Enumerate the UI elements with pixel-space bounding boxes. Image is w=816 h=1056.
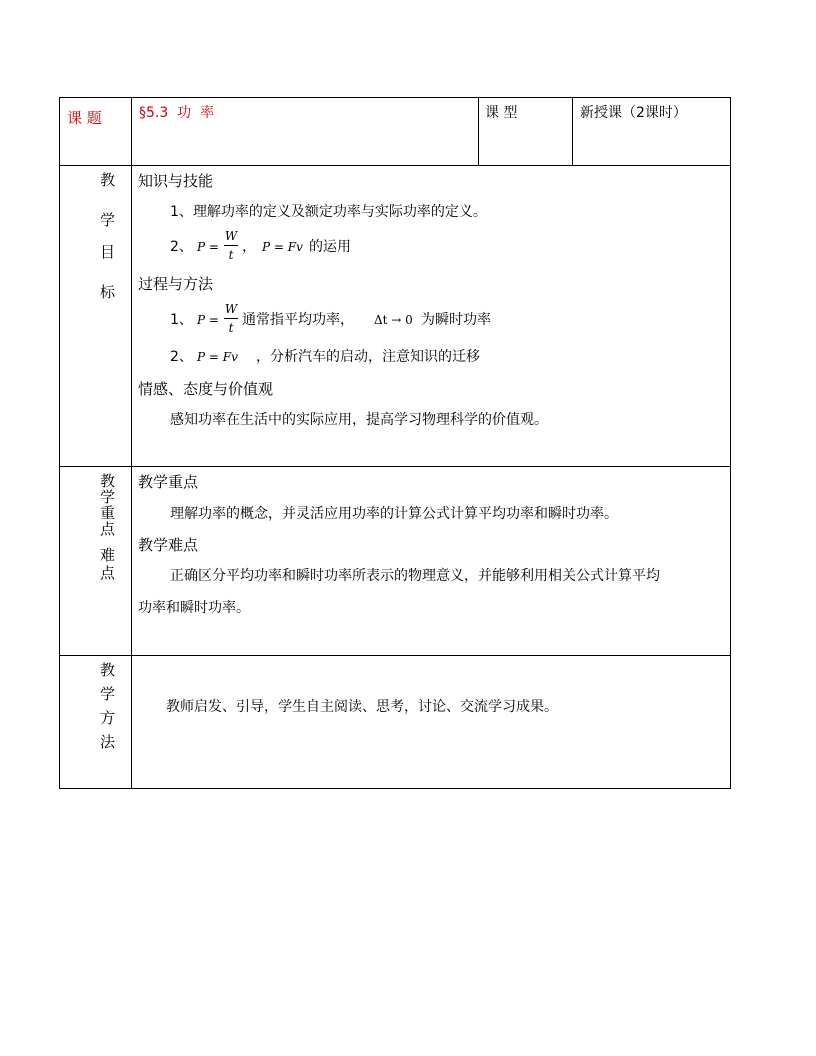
heading-process: 过程与方法 xyxy=(138,275,214,293)
side-char: 难 xyxy=(100,546,116,564)
denominator-t: t xyxy=(228,248,234,262)
topic-label: 课 题 xyxy=(67,109,102,127)
knowledge-item-2-prefix: 2、 xyxy=(170,239,193,255)
side-char: 方 xyxy=(100,709,116,727)
process-item-1-suffix: 为瞬时功率 xyxy=(421,312,491,328)
process-item-2-suffix: ，分析汽车的启动，注意知识的迁移 xyxy=(256,349,480,365)
column-divider xyxy=(478,97,479,165)
side-char: 目 xyxy=(100,243,116,261)
side-char: 法 xyxy=(100,733,116,751)
heading-values: 情感、态度与价值观 xyxy=(138,380,274,398)
column-divider xyxy=(572,97,573,165)
side-char: 学 xyxy=(100,211,116,229)
knowledge-item-1: 1、理解功率的定义及额定功率与实际功率的定义。 xyxy=(170,204,487,220)
side-char: 点 xyxy=(100,520,116,538)
methods-text: 教师启发、引导，学生自主阅读、思考，讨论、交流学习成果。 xyxy=(166,699,558,715)
side-char: 教 xyxy=(100,171,116,189)
fraction-w-over-t xyxy=(224,303,238,334)
type-value: 新授课（2课时） xyxy=(580,105,687,121)
row-divider xyxy=(59,466,731,467)
topic-title: §5.3 功 率 xyxy=(139,105,215,121)
values-item: 感知功率在生活中的实际应用，提高学习物理科学的价值观。 xyxy=(170,412,548,428)
denominator-t: t xyxy=(228,321,234,335)
formula-p-equals: P = xyxy=(197,313,219,327)
difficult-point-text-line2: 功率和瞬时功率。 xyxy=(138,600,250,616)
fraction-bar xyxy=(224,245,238,246)
formula-delta-t: Δt → 0 xyxy=(374,313,413,327)
formula-p-fv: P = Fv xyxy=(197,350,238,364)
formula-p-fv: P = Fv xyxy=(262,240,303,254)
key-point-text: 理解功率的概念，并灵活应用功率的计算公式计算平均功率和瞬时功率。 xyxy=(170,506,618,522)
side-char: 学 xyxy=(100,488,116,506)
lesson-plan-table xyxy=(59,97,731,789)
process-item-1-mid: 通常指平均功率， xyxy=(242,312,354,328)
heading-key-point: 教学重点 xyxy=(138,473,199,491)
heading-difficult-point: 教学难点 xyxy=(138,536,199,554)
side-char: 教 xyxy=(100,661,116,679)
side-char: 教 xyxy=(100,472,116,490)
row-divider xyxy=(59,655,731,656)
side-char: 学 xyxy=(100,685,116,703)
process-item-2-prefix: 2、 xyxy=(170,349,193,365)
difficult-point-text-line1: 正确区分平均功率和瞬时功率所表示的物理意义，并能够利用相关公式计算平均 xyxy=(170,568,660,584)
column-divider xyxy=(131,97,132,789)
formula-p-equals: P = xyxy=(197,240,219,254)
fraction-w-over-t xyxy=(224,230,238,261)
process-item-1-prefix: 1、 xyxy=(170,312,193,328)
side-char: 标 xyxy=(100,283,116,301)
row-divider xyxy=(59,165,731,166)
side-char: 点 xyxy=(100,564,116,582)
type-label: 课 型 xyxy=(485,105,518,121)
knowledge-item-2-suffix: 的运用 xyxy=(309,239,351,255)
fraction-bar xyxy=(224,318,238,319)
knowledge-item-2-sep: ， xyxy=(242,239,256,255)
numerator-w: W xyxy=(224,302,238,316)
heading-knowledge: 知识与技能 xyxy=(138,172,214,190)
numerator-w: W xyxy=(224,229,238,243)
side-char: 重 xyxy=(100,504,116,522)
